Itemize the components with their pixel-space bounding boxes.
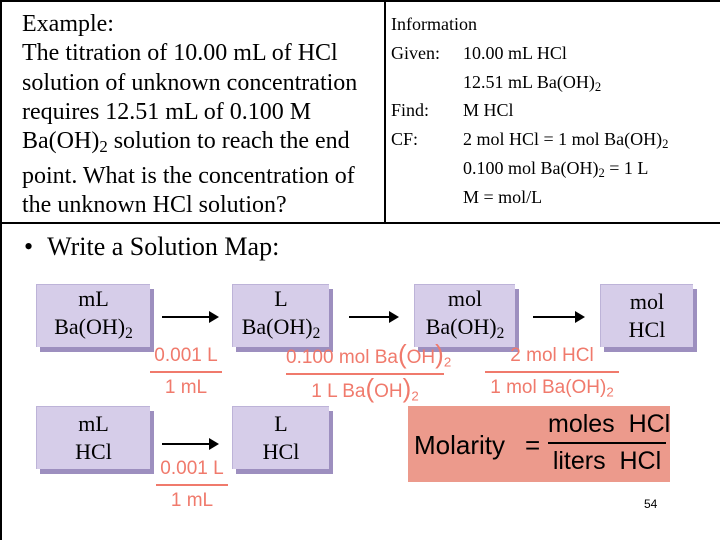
box-text: HCl [262, 439, 300, 464]
subscript: 2 [99, 137, 108, 157]
factor-numerator: 0.001 L [160, 458, 224, 479]
factor-text: 1 L Ba [311, 381, 366, 403]
conversion-factor-molarity [286, 339, 452, 404]
box-text: HCl [75, 439, 112, 464]
subscript: 2 [606, 384, 614, 400]
box-text: mL [78, 285, 109, 311]
example-line: the unknown HCl solution? [22, 191, 287, 218]
box-text: Ba(OH) [54, 313, 126, 339]
subscript: 2 [496, 324, 505, 342]
molarity-numerator: moles HCl [548, 410, 671, 438]
molarity-label: Molarity [414, 430, 506, 460]
molarity-fraction [548, 410, 671, 476]
frame-divider [0, 222, 720, 224]
arrow-icon [533, 316, 583, 318]
given-label: Given: [391, 42, 440, 63]
arrow-icon [349, 316, 397, 318]
page-number: 54 [644, 497, 658, 511]
factor-denominator [485, 377, 619, 399]
example-line-text: solution to reach the end [113, 128, 350, 155]
factor-numerator: 0.100 mol $Ba(OH)_2$ [286, 339, 452, 370]
box-l-hcl [232, 406, 329, 469]
factor-denominator: 1 L $Ba(OH)_2$ [311, 373, 419, 404]
cf-value-1-text: 2 mol HCl = 1 mol Ba(OH) [463, 129, 663, 150]
fraction-bar [548, 442, 666, 444]
box-mol-baoh2 [414, 284, 515, 347]
cf-value-2-tail: = 1 L [604, 157, 649, 178]
subscript: 2 [411, 388, 419, 404]
example-line: requires 12.51 mL of 0.100 M [22, 98, 312, 125]
factor-text: 1 mol Ba(OH) [490, 377, 607, 398]
heading-text: Write a Solution Map: [47, 232, 280, 261]
box-ml-baoh2 [36, 284, 150, 347]
example-line: point. What is the concentration of [22, 162, 355, 189]
example-line: solution of unknown concentration [22, 69, 358, 96]
conversion-factor-ml-to-l-hcl [156, 458, 228, 512]
box-text: L [274, 285, 288, 311]
given-value-1: 10.00 mL HCl [463, 42, 567, 63]
fraction-bar [485, 371, 619, 373]
subscript: 2 [125, 324, 133, 342]
conversion-factor-ml-to-l [150, 345, 222, 399]
molarity-equation [408, 406, 670, 482]
info-title: Information [391, 14, 477, 34]
subscript: 2 [598, 166, 605, 181]
equals-sign: = [525, 430, 541, 460]
solution-map-heading [24, 232, 279, 262]
box-text: mL [78, 411, 109, 436]
box-text: L [274, 411, 288, 436]
factor-text: OH [406, 347, 436, 368]
subscript: 2 [443, 354, 452, 370]
frame-vertical-divider [384, 0, 386, 224]
bullet-dot: • [24, 232, 34, 261]
subscript: 2 [312, 324, 321, 342]
factor-denominator: 1 mL [164, 377, 208, 398]
box-text: HCl [628, 317, 666, 342]
fraction-bar [150, 371, 222, 373]
find-label: Find: [391, 100, 430, 121]
frame-top-border [0, 0, 720, 2]
example-line [22, 127, 377, 161]
subscript: 2 [662, 137, 669, 152]
given-value-2-text: 12.51 mL Ba(OH) [463, 71, 595, 92]
find-value: M HCl [463, 100, 514, 121]
cf-value-2-text: 0.100 mol Ba(OH) [463, 157, 599, 178]
arrow-icon [162, 316, 217, 318]
subscript: 2 [594, 79, 602, 94]
box-text: mol [629, 289, 665, 314]
cf-value-3: M = mol/L [463, 186, 543, 207]
frame-left-border [0, 0, 2, 540]
factor-numerator: 0.001 L [154, 345, 218, 366]
box-text: Ba(OH) [241, 313, 313, 339]
box-text: Ba(OH) [425, 313, 497, 339]
example-line: The titration of 10.00 mL of HCl [22, 40, 338, 67]
box-mol-hcl [600, 284, 693, 347]
factor-text: OH [374, 381, 403, 403]
fraction-bar [156, 484, 228, 486]
example-problem [22, 10, 377, 220]
arrow-icon [162, 443, 217, 445]
formula-text: Ba(OH) [22, 128, 100, 155]
box-text: mol [447, 285, 483, 311]
molarity-denominator: liters HCl [552, 447, 662, 475]
factor-text: 0.100 mol Ba [286, 347, 398, 368]
conversion-factor-mole-ratio [485, 345, 619, 399]
factor-denominator: 1 mL [170, 490, 214, 511]
box-l-baoh2 [232, 284, 329, 347]
cf-label: CF: [391, 129, 419, 150]
box-ml-hcl [36, 406, 150, 469]
factor-numerator: 2 mol HCl [510, 345, 594, 366]
example-line: Example: [22, 11, 114, 37]
